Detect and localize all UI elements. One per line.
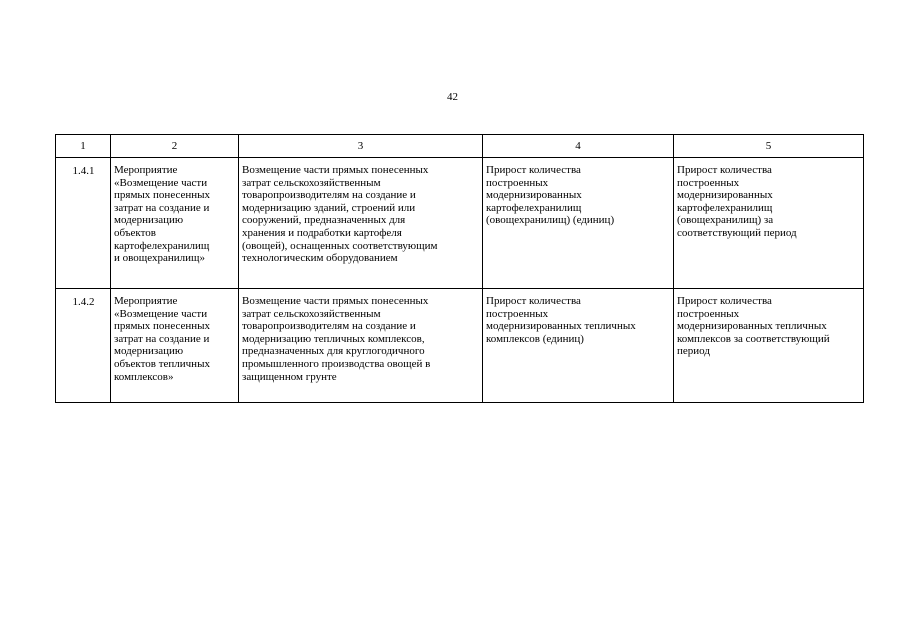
calculation-method: Прирост количества построенных модернизированных тепличных комплексов за соответствующий период (674, 289, 864, 403)
calculation-method: Прирост количества построенных модернизированных картофелехранилищ (овощехранилищ) за соответствующий период (674, 158, 864, 289)
column-header: 1 (56, 135, 111, 158)
row-number: 1.4.2 (56, 289, 111, 403)
column-header: 2 (111, 135, 239, 158)
measure-name: Мероприятие «Возмещение части прямых понесенных затрат на создание и модернизацию объектов тепличных комплексов» (111, 289, 239, 403)
table-row (56, 158, 864, 289)
table-header-row (56, 135, 864, 158)
measure-description: Возмещение части прямых понесенных затрат сельскохозяйственным товаропроизводителям на создание и модернизацию тепличных комплексов, предназначенных для круглогодичного промышленного производства овощей в защищенном грунте (239, 289, 483, 403)
row-number: 1.4.1 (56, 158, 111, 289)
column-header: 5 (674, 135, 864, 158)
page-number: 42 (447, 91, 458, 103)
measure-name: Мероприятие «Возмещение части прямых понесенных затрат на создание и модернизацию объектов картофелехранилищ и овощехранилищ» (111, 158, 239, 289)
indicator-name: Прирост количества построенных модернизированных картофелехранилищ (овощехранилищ) (единиц) (483, 158, 674, 289)
table-row (56, 289, 864, 403)
indicator-name: Прирост количества построенных модернизированных тепличных комплексов (единиц) (483, 289, 674, 403)
measure-description: Возмещение части прямых понесенных затрат сельскохозяйственным товаропроизводителям на создание и модернизацию зданий, строений или сооружений, предназначенных для хранения и подработки картофеля (овощей), оснащенных соответствующим технологическим оборудованием (239, 158, 483, 289)
measures-table (55, 134, 864, 403)
column-header: 4 (483, 135, 674, 158)
column-header: 3 (239, 135, 483, 158)
